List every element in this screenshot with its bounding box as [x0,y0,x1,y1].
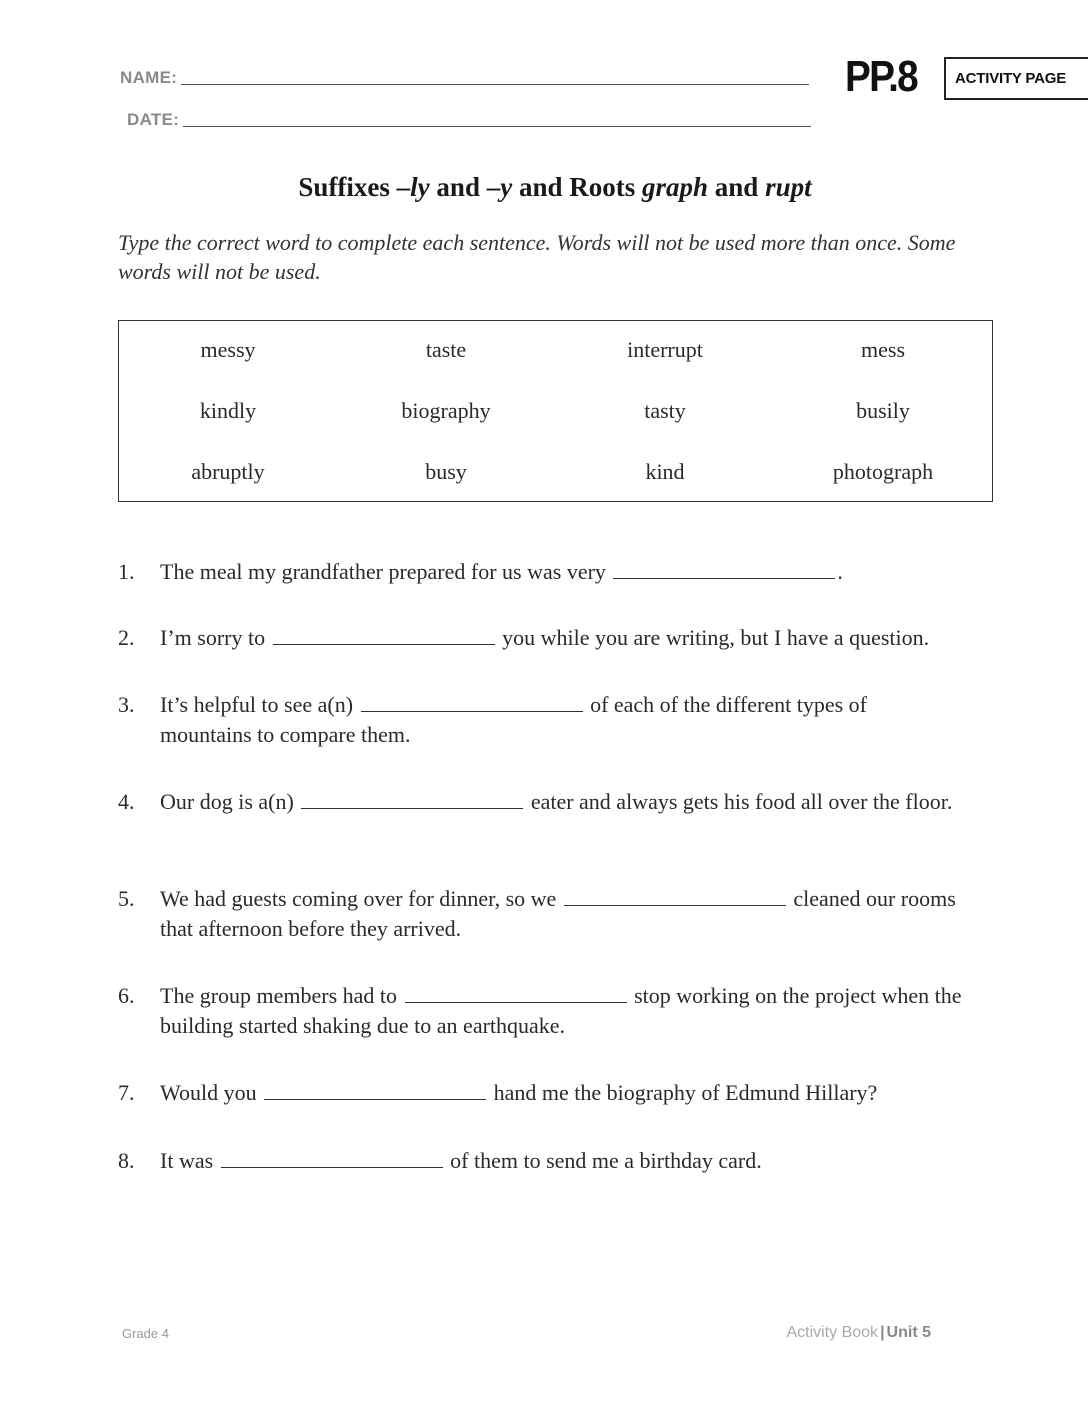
word-bank-word: busily [856,398,910,423]
question-text: The group members had to stop working on the project when the building started shaking due to an earthquake. [160,983,962,1038]
word-bank-row [119,459,992,489]
page-code: PP.8 [845,52,917,101]
footer-book-unit [786,1324,931,1342]
answer-blank[interactable] [361,691,583,712]
question-text: It’s helpful to see a(n) of each of the different types of mountains to compare them. [160,692,867,747]
question-number: 7. [118,1080,135,1105]
word-bank-row [119,337,992,367]
word-bank-word: mess [861,337,905,362]
word-bank-row [119,398,992,428]
activity-page-badge: ACTIVITY PAGE [944,57,1088,100]
name-line [181,83,809,85]
answer-blank[interactable] [273,624,495,645]
question-text: We had guests coming over for dinner, so we cleaned our rooms that afternoon before they arrived. [160,886,956,941]
answer-blank[interactable] [301,788,523,809]
word-bank-word: photograph [832,459,934,484]
word-bank-word: tasty [644,398,686,423]
footer-separator: | [880,1324,885,1341]
footer-book: Activity Book [786,1324,879,1341]
date-label: DATE: [127,110,180,129]
answer-blank[interactable] [405,982,627,1003]
question-text: It was of them to send me a birthday card. [160,1148,762,1173]
question-text: The meal my grandfather prepared for us was very . [160,559,843,584]
question-number: 4. [118,789,135,814]
question-number: 8. [118,1148,135,1173]
word-bank-word: taste [425,337,467,362]
name-label: NAME: [120,68,178,87]
word-bank-word: abruptly [191,459,265,484]
question-number: 3. [118,692,135,717]
question-number: 1. [118,559,135,584]
word-bank-word: busy [425,459,467,484]
word-bank [118,320,993,502]
page-title: Suffixes –ly and –y and Roots graph and rupt [298,172,812,202]
answer-blank[interactable] [264,1079,486,1100]
question-text: Our dog is a(n) eater and always gets his food all over the floor. [160,789,953,814]
date-line [183,125,811,127]
footer-grade: Grade 4 [122,1326,169,1341]
word-bank-word: kindly [199,398,257,423]
name-field [120,68,809,88]
question-number: 6. [118,983,135,1008]
instructions: Type the correct word to complete each sentence. Words will not be used more than once. Some words will not be used. [118,230,956,284]
word-bank-word: messy [200,337,256,362]
date-field [127,110,811,130]
question-number: 2. [118,625,135,650]
question-number: 5. [118,886,135,911]
word-bank-word: interrupt [627,337,703,362]
question-text: I’m sorry to you while you are writing, but I have a question. [160,625,930,650]
word-bank-word: biography [401,398,491,423]
answer-blank[interactable] [564,885,786,906]
answer-blank[interactable] [613,558,835,579]
word-bank-word: kind [645,459,685,484]
footer-unit: Unit 5 [886,1324,931,1341]
question-text: Would you hand me the biography of Edmund Hillary? [160,1080,878,1105]
answer-blank[interactable] [221,1147,443,1168]
